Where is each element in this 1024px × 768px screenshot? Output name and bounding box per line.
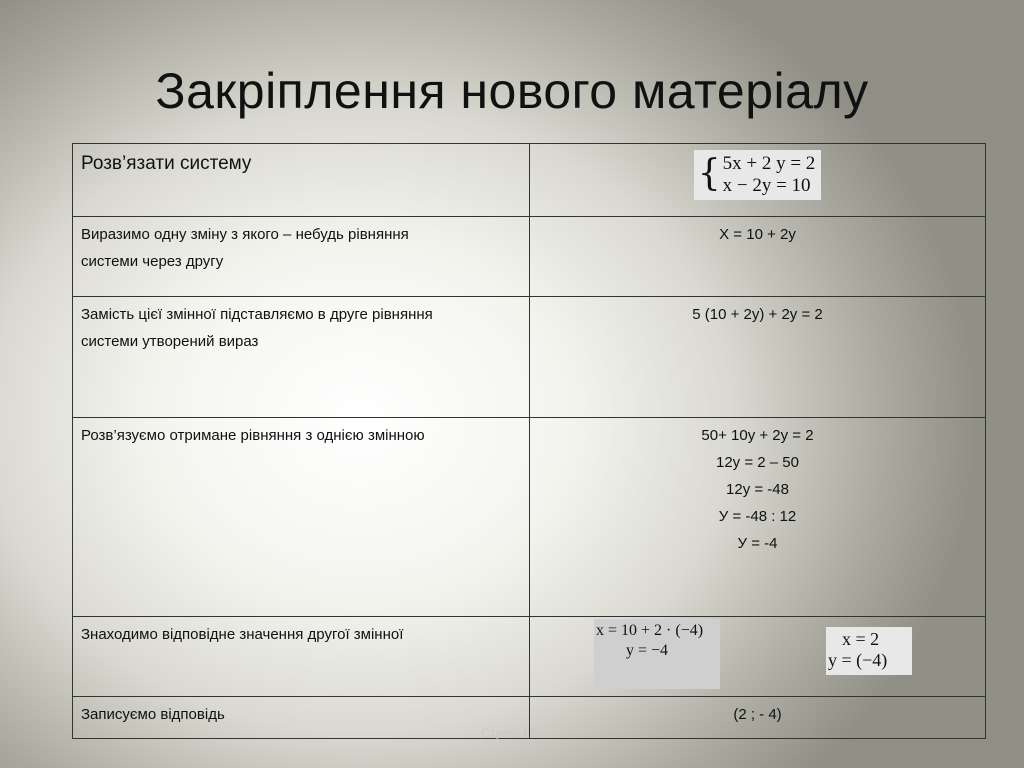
substitution-system bbox=[594, 619, 720, 689]
step-cell: Записуємо відповідь bbox=[73, 697, 530, 739]
equation-1: 5x + 2 y = 2 bbox=[722, 153, 816, 174]
result-cell bbox=[530, 617, 986, 697]
table-row bbox=[73, 144, 986, 217]
step-line: системи через другу bbox=[81, 253, 224, 270]
equation-2: x − 2y = 10 bbox=[722, 175, 811, 196]
step-cell: Знаходимо відповідне значення другої змінної bbox=[73, 617, 530, 697]
table-row bbox=[73, 217, 986, 297]
table-row bbox=[73, 297, 986, 418]
result-cell: X = 10 + 2y bbox=[530, 217, 986, 297]
calc-line: У = -48 : 12 bbox=[718, 508, 797, 525]
result-cell: 5 (10 + 2y) + 2y = 2 bbox=[530, 297, 986, 418]
brace-icon: { bbox=[697, 153, 721, 194]
footer-author: Стукан І.О. bbox=[481, 726, 543, 740]
equation-2: y = −4 bbox=[626, 642, 669, 659]
result-system bbox=[826, 627, 912, 675]
result-cell: (2 ; - 4) bbox=[530, 697, 986, 739]
step-line: системи утворений вираз bbox=[81, 333, 259, 350]
table-row bbox=[73, 418, 986, 617]
system-equations bbox=[694, 150, 822, 200]
calc-line: 12y = 2 – 50 bbox=[716, 454, 799, 471]
calc-line: 12y = -48 bbox=[726, 481, 789, 498]
step-cell bbox=[73, 217, 530, 297]
result-cell bbox=[530, 144, 986, 217]
step-cell bbox=[73, 297, 530, 418]
step-line: Замість цієї змінної підставляємо в друге рівняння bbox=[81, 306, 433, 323]
equation-1: x = 10 + 2 · (−4) bbox=[596, 622, 704, 639]
result-cell bbox=[530, 418, 986, 617]
step-line: Виразимо одну зміну з якого – небудь рівняння bbox=[81, 226, 409, 243]
solution-table bbox=[72, 143, 986, 739]
calc-line: У = -4 bbox=[737, 535, 778, 552]
equation-2: y = (−4) bbox=[828, 650, 888, 670]
table-row bbox=[73, 617, 986, 697]
calc-line: 50+ 10y + 2y = 2 bbox=[701, 427, 814, 444]
step-cell: Розв’язуємо отримане рівняння з однією змінною bbox=[73, 418, 530, 617]
step-cell: Розв’язати систему bbox=[73, 144, 530, 217]
equation-1: x = 2 bbox=[842, 629, 880, 649]
slide-title: Закріплення нового матеріалу bbox=[155, 63, 869, 119]
